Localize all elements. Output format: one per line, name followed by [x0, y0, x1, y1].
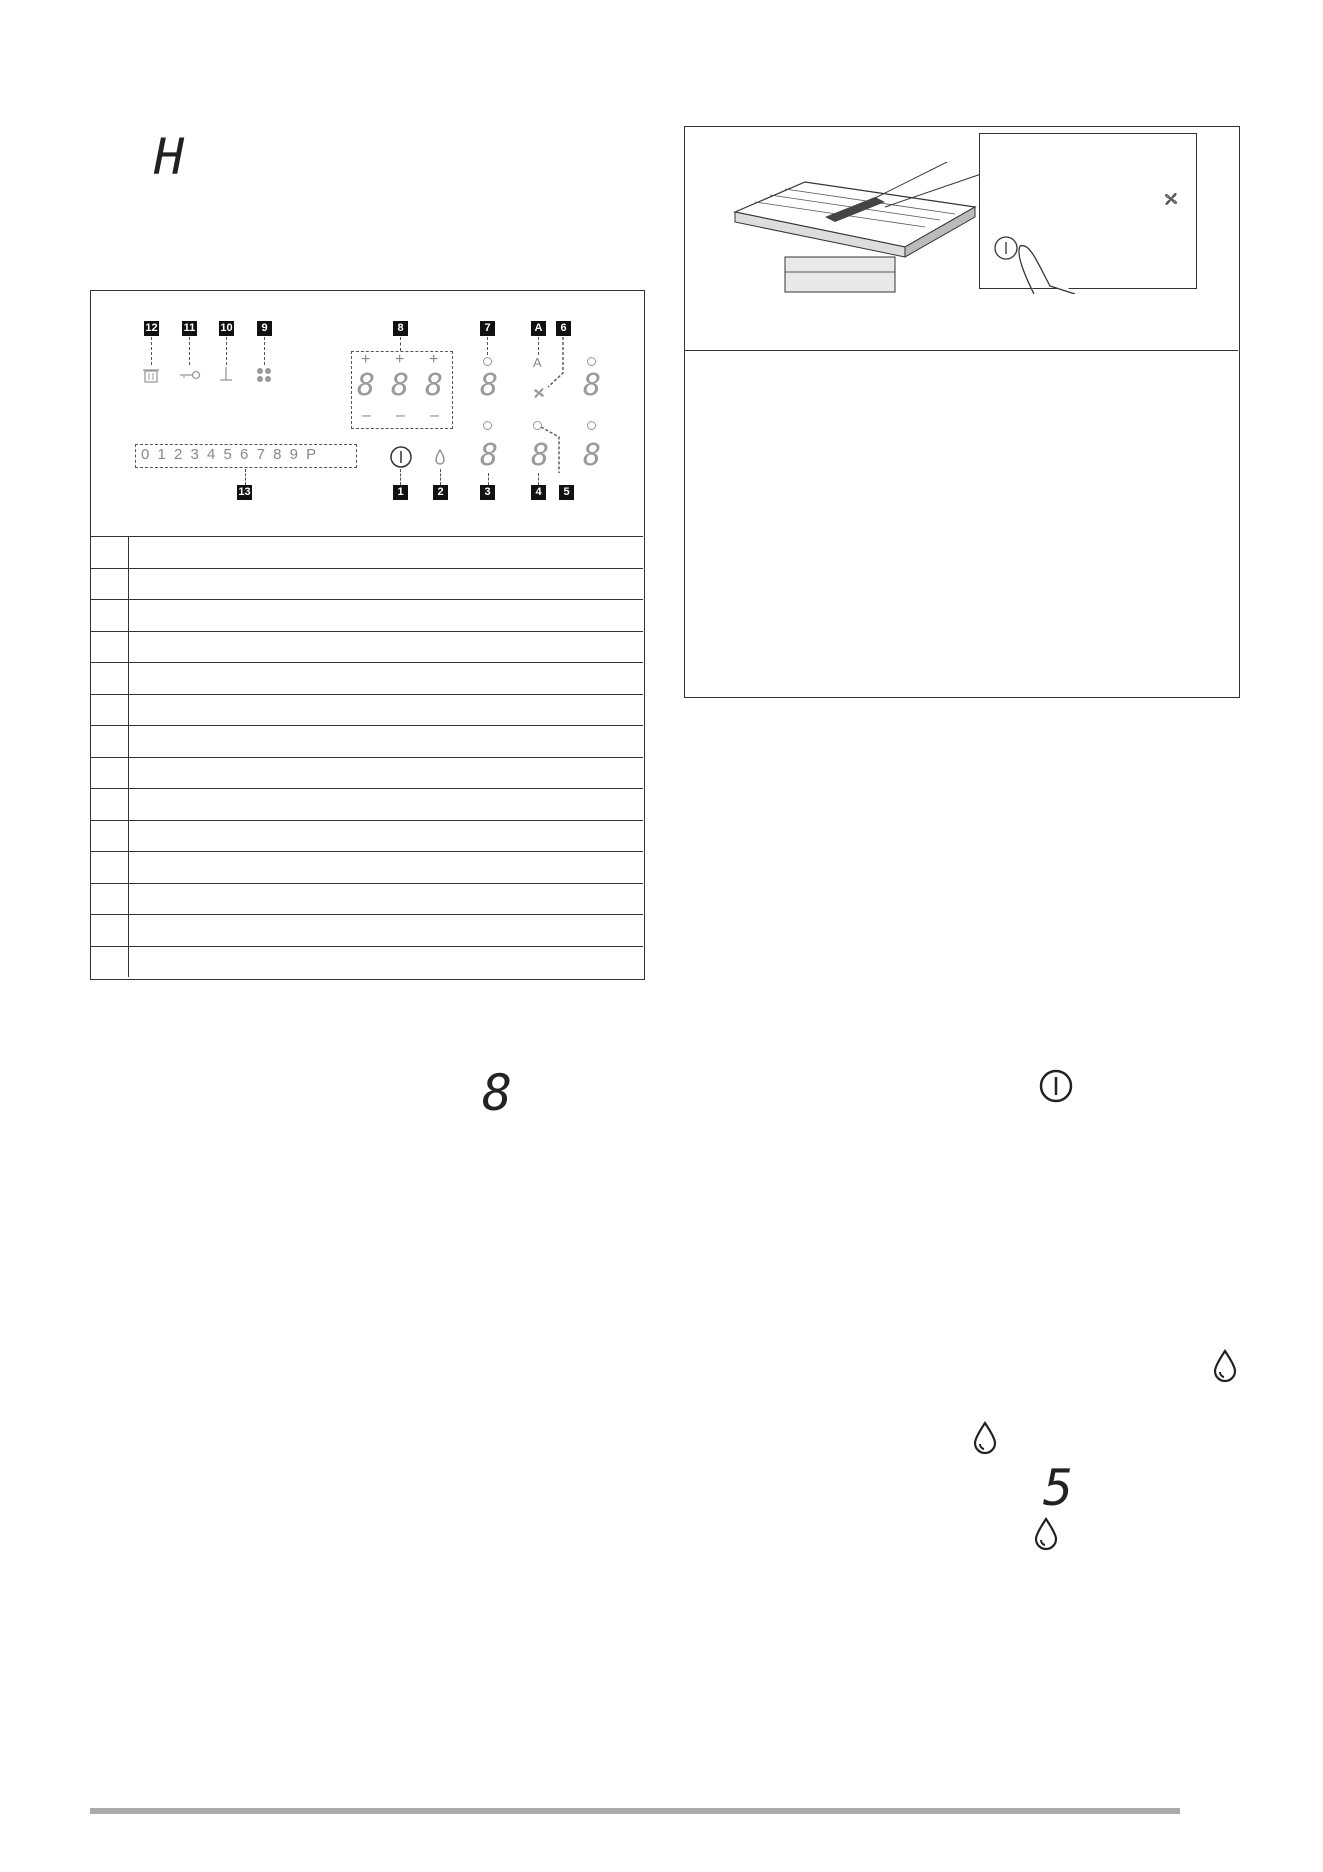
timer-digit-2: 8: [391, 368, 410, 403]
timer-plus-3[interactable]: +: [429, 351, 439, 368]
callout-10: 10: [220, 322, 233, 334]
drop-icon[interactable]: [433, 447, 447, 467]
legend-row: [91, 852, 643, 884]
callout-12: 12: [145, 322, 158, 334]
legend-text: [129, 631, 644, 663]
legend-number: [91, 537, 129, 569]
digit-8-symbol: 8: [482, 1064, 513, 1122]
legend-number: [91, 915, 129, 947]
zone-display-front-right: 8: [583, 438, 602, 473]
timer-minus-3[interactable]: –: [430, 407, 439, 424]
zone-timer-indicator-icon: [483, 357, 492, 366]
legend-text: [129, 820, 644, 852]
legend-row: [91, 946, 643, 977]
legend-text: [129, 663, 644, 695]
zone-timer-indicator-icon-3: [483, 421, 492, 430]
legend-number: [91, 600, 129, 632]
fan-icon: [1160, 188, 1182, 210]
legend-text: [129, 537, 644, 569]
legend-text: [129, 915, 644, 947]
callout-6: 6: [556, 321, 571, 336]
legend-number: [91, 852, 129, 884]
drop-icon: [971, 1420, 999, 1456]
auto-label: A: [533, 355, 542, 370]
legend-row: [91, 663, 643, 695]
legend-row: [91, 568, 643, 600]
legend-row: [91, 820, 643, 852]
callout-13: 13: [238, 486, 251, 498]
zone-display-rear-right: 8: [583, 368, 602, 403]
hob-to-hood-icon: [255, 367, 273, 383]
legend-text: [129, 946, 644, 977]
zone-display-rear-left: 8: [480, 438, 499, 473]
legend-text: [129, 757, 644, 789]
zone-timer-indicator-icon-2: [587, 357, 596, 366]
legend-text: [129, 852, 644, 884]
trash-icon: [141, 367, 161, 383]
legend-row: [91, 726, 643, 758]
fan-icon[interactable]: [531, 385, 547, 401]
callout-A: A: [531, 321, 546, 336]
hob-to-hood-figure: [684, 126, 1240, 698]
legend-text: [129, 600, 644, 632]
legend-row: [91, 789, 643, 821]
legend-row: [91, 537, 643, 569]
finger-press-icon: [990, 234, 1080, 294]
timer-plus-1[interactable]: +: [361, 351, 371, 368]
callout-6-leader: [546, 337, 566, 391]
legend-number: [91, 726, 129, 758]
callout-9: 9: [257, 321, 272, 336]
zone-display-front-left: 8: [480, 368, 499, 403]
legend-row: [91, 631, 643, 663]
legend-number: [91, 694, 129, 726]
legend-row: [91, 915, 643, 947]
legend-number: [91, 820, 129, 852]
legend-text: [129, 568, 644, 600]
drop-icon: [1211, 1348, 1239, 1384]
legend-text: [129, 694, 644, 726]
legend-text: [129, 726, 644, 758]
power-level-labels: 0 1 2 3 4 5 6 7 8 9 P: [141, 446, 319, 463]
legend-number: [91, 757, 129, 789]
callout-11: 11: [183, 322, 196, 334]
callout-5: 5: [559, 485, 574, 500]
legend-number: [91, 789, 129, 821]
legend-number: [91, 946, 129, 977]
zone-timer-indicator-icon-5: [587, 421, 596, 430]
drop-icon: [1032, 1516, 1060, 1552]
control-zoom-inset: [979, 133, 1197, 289]
timer-minus-1[interactable]: –: [362, 407, 371, 424]
zone-display-center: 8: [531, 438, 550, 473]
legend-row: [91, 883, 643, 915]
legend-number: [91, 568, 129, 600]
callout-4: 4: [531, 485, 546, 500]
callout-8: 8: [393, 321, 408, 336]
panel-divider: [685, 350, 1238, 351]
timer-digit-1: 8: [357, 368, 376, 403]
control-panel-figure: [90, 290, 645, 980]
callout-2: 2: [433, 485, 448, 500]
legend-text: [129, 789, 644, 821]
legend-row: [91, 600, 643, 632]
key-lock-icon: [179, 369, 201, 381]
timer-plus-2[interactable]: +: [395, 351, 405, 368]
h-display-symbol: H: [154, 128, 185, 186]
legend-text: [129, 883, 644, 915]
legend-number: [91, 883, 129, 915]
hob-illustration: [725, 162, 985, 302]
timer-digit-3: 8: [425, 368, 444, 403]
callout-1: 1: [393, 485, 408, 500]
cookware-icon: [219, 365, 233, 383]
callout-3: 3: [480, 485, 495, 500]
footer-rule: [90, 1808, 1180, 1814]
legend-row: [91, 694, 643, 726]
timer-minus-2[interactable]: –: [396, 407, 405, 424]
control-panel-diagram: [91, 291, 643, 536]
callout-7: 7: [480, 321, 495, 336]
power-icon: [1038, 1068, 1074, 1104]
legend-table: [91, 536, 643, 977]
digit-5-symbol: 5: [1043, 1459, 1074, 1517]
legend-row: [91, 757, 643, 789]
power-icon[interactable]: [389, 445, 413, 469]
legend-number: [91, 663, 129, 695]
legend-number: [91, 631, 129, 663]
